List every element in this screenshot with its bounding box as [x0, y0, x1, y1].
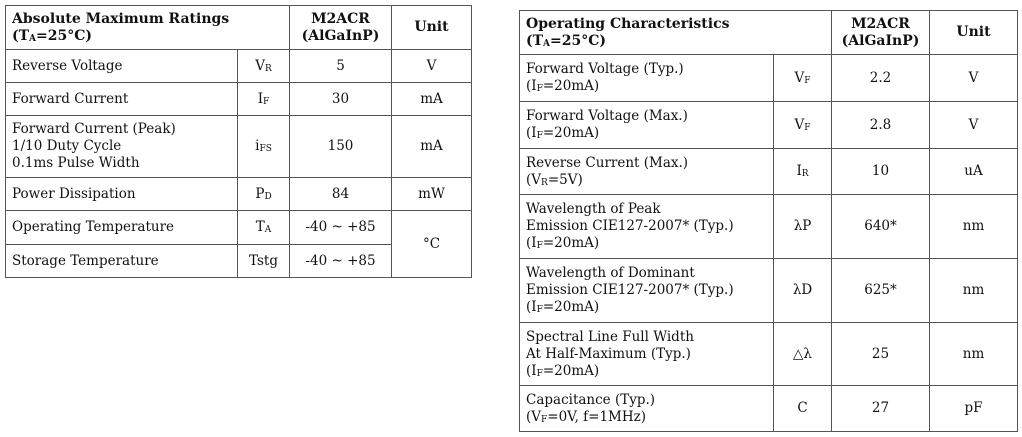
param-line: Forward Current (Peak)	[12, 121, 176, 137]
value-cell: 25	[832, 323, 930, 386]
table-row	[6, 178, 472, 211]
oc-title-cell	[520, 11, 832, 55]
param-line: Reverse Current (Max.)	[526, 154, 689, 171]
param-line	[526, 172, 767, 189]
symbol-cell	[238, 178, 290, 211]
condition-subscript: F	[541, 414, 548, 425]
unit-cell: V	[392, 50, 472, 83]
param-cell	[520, 386, 774, 432]
param-line: Wavelength of Dominant	[526, 265, 695, 281]
amr-cond-pre: (T	[12, 27, 30, 44]
amr-material: (AlGaInP)	[301, 27, 380, 44]
table-row	[520, 195, 1018, 259]
value-cell: 150	[290, 116, 392, 178]
oc-cond-sub: A	[543, 38, 551, 49]
condition-subscript: F	[536, 368, 543, 379]
symbol-cell	[238, 50, 290, 83]
param-cell	[6, 116, 238, 178]
unit-cell: °C	[392, 211, 472, 278]
param-line	[526, 363, 767, 380]
symbol-subscript: F	[804, 122, 811, 133]
amr-cond-post: =25°C)	[36, 27, 93, 44]
unit-cell: nm	[930, 195, 1018, 259]
unit-cell: mA	[392, 116, 472, 178]
symbol-cell	[774, 195, 832, 259]
table-header-row	[6, 6, 472, 50]
condition-subscript: F	[536, 84, 543, 94]
table-row	[6, 211, 472, 245]
condition-text: =20mA)	[542, 235, 600, 251]
param-line	[526, 78, 767, 95]
absolute-max-ratings-table	[5, 5, 472, 278]
unit-cell: V	[930, 55, 1018, 102]
symbol-text: V	[794, 69, 805, 86]
condition-text: =20mA)	[542, 299, 600, 315]
symbol-cell	[238, 116, 290, 178]
symbol-text: Tstg	[248, 252, 279, 269]
table-row	[520, 55, 1018, 102]
value-cell: 10	[832, 149, 930, 195]
param-cell	[520, 259, 774, 323]
param-cell	[6, 178, 238, 211]
condition-text: =0V, f=1MHz)	[547, 408, 647, 425]
oc-model: M2ACR	[851, 15, 910, 32]
table-row	[520, 259, 1018, 323]
param-line: 0.1ms Pulse Width	[12, 155, 140, 171]
param-line: Operating Temperature	[12, 219, 175, 235]
value-cell: 640*	[832, 195, 930, 259]
symbol-cell	[774, 55, 832, 102]
oc-cond-post: =25°C)	[550, 32, 607, 49]
param-cell	[6, 211, 238, 245]
oc-unit-header: Unit	[930, 11, 1018, 55]
condition-text: (V	[526, 408, 542, 425]
symbol-text: λD	[792, 282, 813, 298]
value-cell: 2.2	[832, 55, 930, 102]
condition-subscript: R	[541, 177, 548, 188]
param-cell	[520, 55, 774, 102]
amr-model: M2ACR	[311, 10, 370, 27]
symbol-cell	[774, 149, 832, 195]
param-line: Reverse Voltage	[12, 57, 123, 74]
value-cell: 30	[290, 83, 392, 116]
condition-text: =20mA)	[542, 78, 600, 94]
param-cell	[520, 195, 774, 259]
table-header-row	[520, 11, 1018, 55]
param-line: Forward Current	[12, 90, 129, 107]
oc-model-cell	[832, 11, 930, 55]
symbol-text: V	[255, 57, 265, 74]
symbol-text: I	[796, 163, 802, 179]
condition-text: =20mA)	[542, 362, 600, 379]
param-line: Emission CIE127-2007* (Typ.)	[526, 218, 734, 234]
condition-text: (I	[526, 299, 537, 315]
condition-text: (I	[526, 125, 537, 141]
symbol-text: V	[794, 116, 805, 133]
symbol-text: △λ	[793, 345, 812, 362]
amr-cond-sub: A	[29, 33, 37, 44]
param-cell	[6, 245, 238, 278]
symbol-text: T	[255, 219, 265, 235]
condition-text: (V	[526, 171, 542, 188]
amr-unit-header: Unit	[392, 6, 472, 50]
oc-title: Operating Characteristics	[526, 15, 730, 32]
value-cell: 84	[290, 178, 392, 211]
param-line	[526, 235, 767, 252]
amr-title: Absolute Maximum Ratings	[12, 10, 230, 27]
value-cell: 5	[290, 50, 392, 83]
oc-material: (AlGaInP)	[841, 32, 920, 49]
oc-cond-pre: (T	[526, 32, 544, 49]
value-cell: -40 ~ +85	[290, 211, 392, 245]
symbol-cell	[238, 245, 290, 278]
symbol-subscript: A	[264, 225, 272, 235]
param-cell	[6, 83, 238, 116]
condition-subscript: F	[536, 131, 543, 141]
value-cell: 27	[832, 386, 930, 432]
condition-text: (I	[526, 235, 537, 251]
param-cell	[520, 149, 774, 195]
symbol-cell	[774, 102, 832, 149]
table-row	[520, 386, 1018, 432]
param-line: At Half-Maximum (Typ.)	[526, 345, 691, 362]
param-line: Forward Voltage (Typ.)	[526, 61, 684, 77]
table-row	[520, 323, 1018, 386]
param-line	[526, 125, 767, 142]
symbol-subscript: D	[264, 191, 272, 202]
symbol-cell	[238, 211, 290, 245]
condition-text: (I	[526, 78, 537, 94]
value-cell: -40 ~ +85	[290, 245, 392, 278]
unit-cell: V	[930, 102, 1018, 149]
param-cell	[520, 102, 774, 149]
condition-text: (I	[526, 362, 537, 379]
param-cell	[520, 323, 774, 386]
table-row	[6, 116, 472, 178]
param-line: Emission CIE127-2007* (Typ.)	[526, 282, 734, 298]
amr-title-cell	[6, 6, 290, 50]
table-row	[520, 102, 1018, 149]
param-line	[526, 409, 767, 426]
unit-cell: nm	[930, 323, 1018, 386]
symbol-text: P	[255, 185, 265, 202]
unit-cell: mW	[392, 178, 472, 211]
symbol-subscript: R	[801, 169, 809, 179]
param-line	[526, 299, 767, 316]
symbol-subscript: F	[804, 75, 811, 86]
param-line: Forward Voltage (Max.)	[526, 108, 688, 124]
param-line: Storage Temperature	[12, 252, 159, 269]
symbol-text: C	[797, 400, 808, 416]
param-line: Spectral Line Full Width	[526, 328, 694, 345]
condition-text: =20mA)	[542, 125, 600, 141]
amr-condition	[12, 28, 283, 45]
table-row	[6, 50, 472, 83]
symbol-text: i	[255, 138, 260, 154]
symbol-cell	[238, 83, 290, 116]
symbol-cell	[774, 386, 832, 432]
symbol-cell	[774, 323, 832, 386]
condition-text: =5V)	[547, 171, 583, 188]
oc-condition	[526, 33, 825, 50]
value-cell: 2.8	[832, 102, 930, 149]
unit-cell: nm	[930, 259, 1018, 323]
operating-characteristics-table	[519, 10, 1018, 432]
param-line: Power Dissipation	[12, 185, 136, 202]
symbol-subscript: FS	[259, 144, 272, 154]
condition-subscript: F	[536, 305, 543, 315]
unit-cell: mA	[392, 83, 472, 116]
unit-cell: uA	[930, 149, 1018, 195]
symbol-text: I	[257, 90, 264, 107]
symbol-cell	[774, 259, 832, 323]
param-line: Capacitance (Typ.)	[526, 391, 656, 408]
amr-model-cell	[290, 6, 392, 50]
value-cell: 625*	[832, 259, 930, 323]
symbol-subscript: F	[263, 96, 270, 107]
condition-subscript: F	[536, 241, 543, 251]
symbol-subscript: R	[264, 63, 272, 74]
param-line: 1/10 Duty Cycle	[12, 138, 122, 154]
table-row	[6, 83, 472, 116]
table-row	[520, 149, 1018, 195]
unit-cell: pF	[930, 386, 1018, 432]
param-line: Wavelength of Peak	[526, 201, 661, 217]
symbol-text: λP	[793, 218, 812, 234]
param-cell	[6, 50, 238, 83]
